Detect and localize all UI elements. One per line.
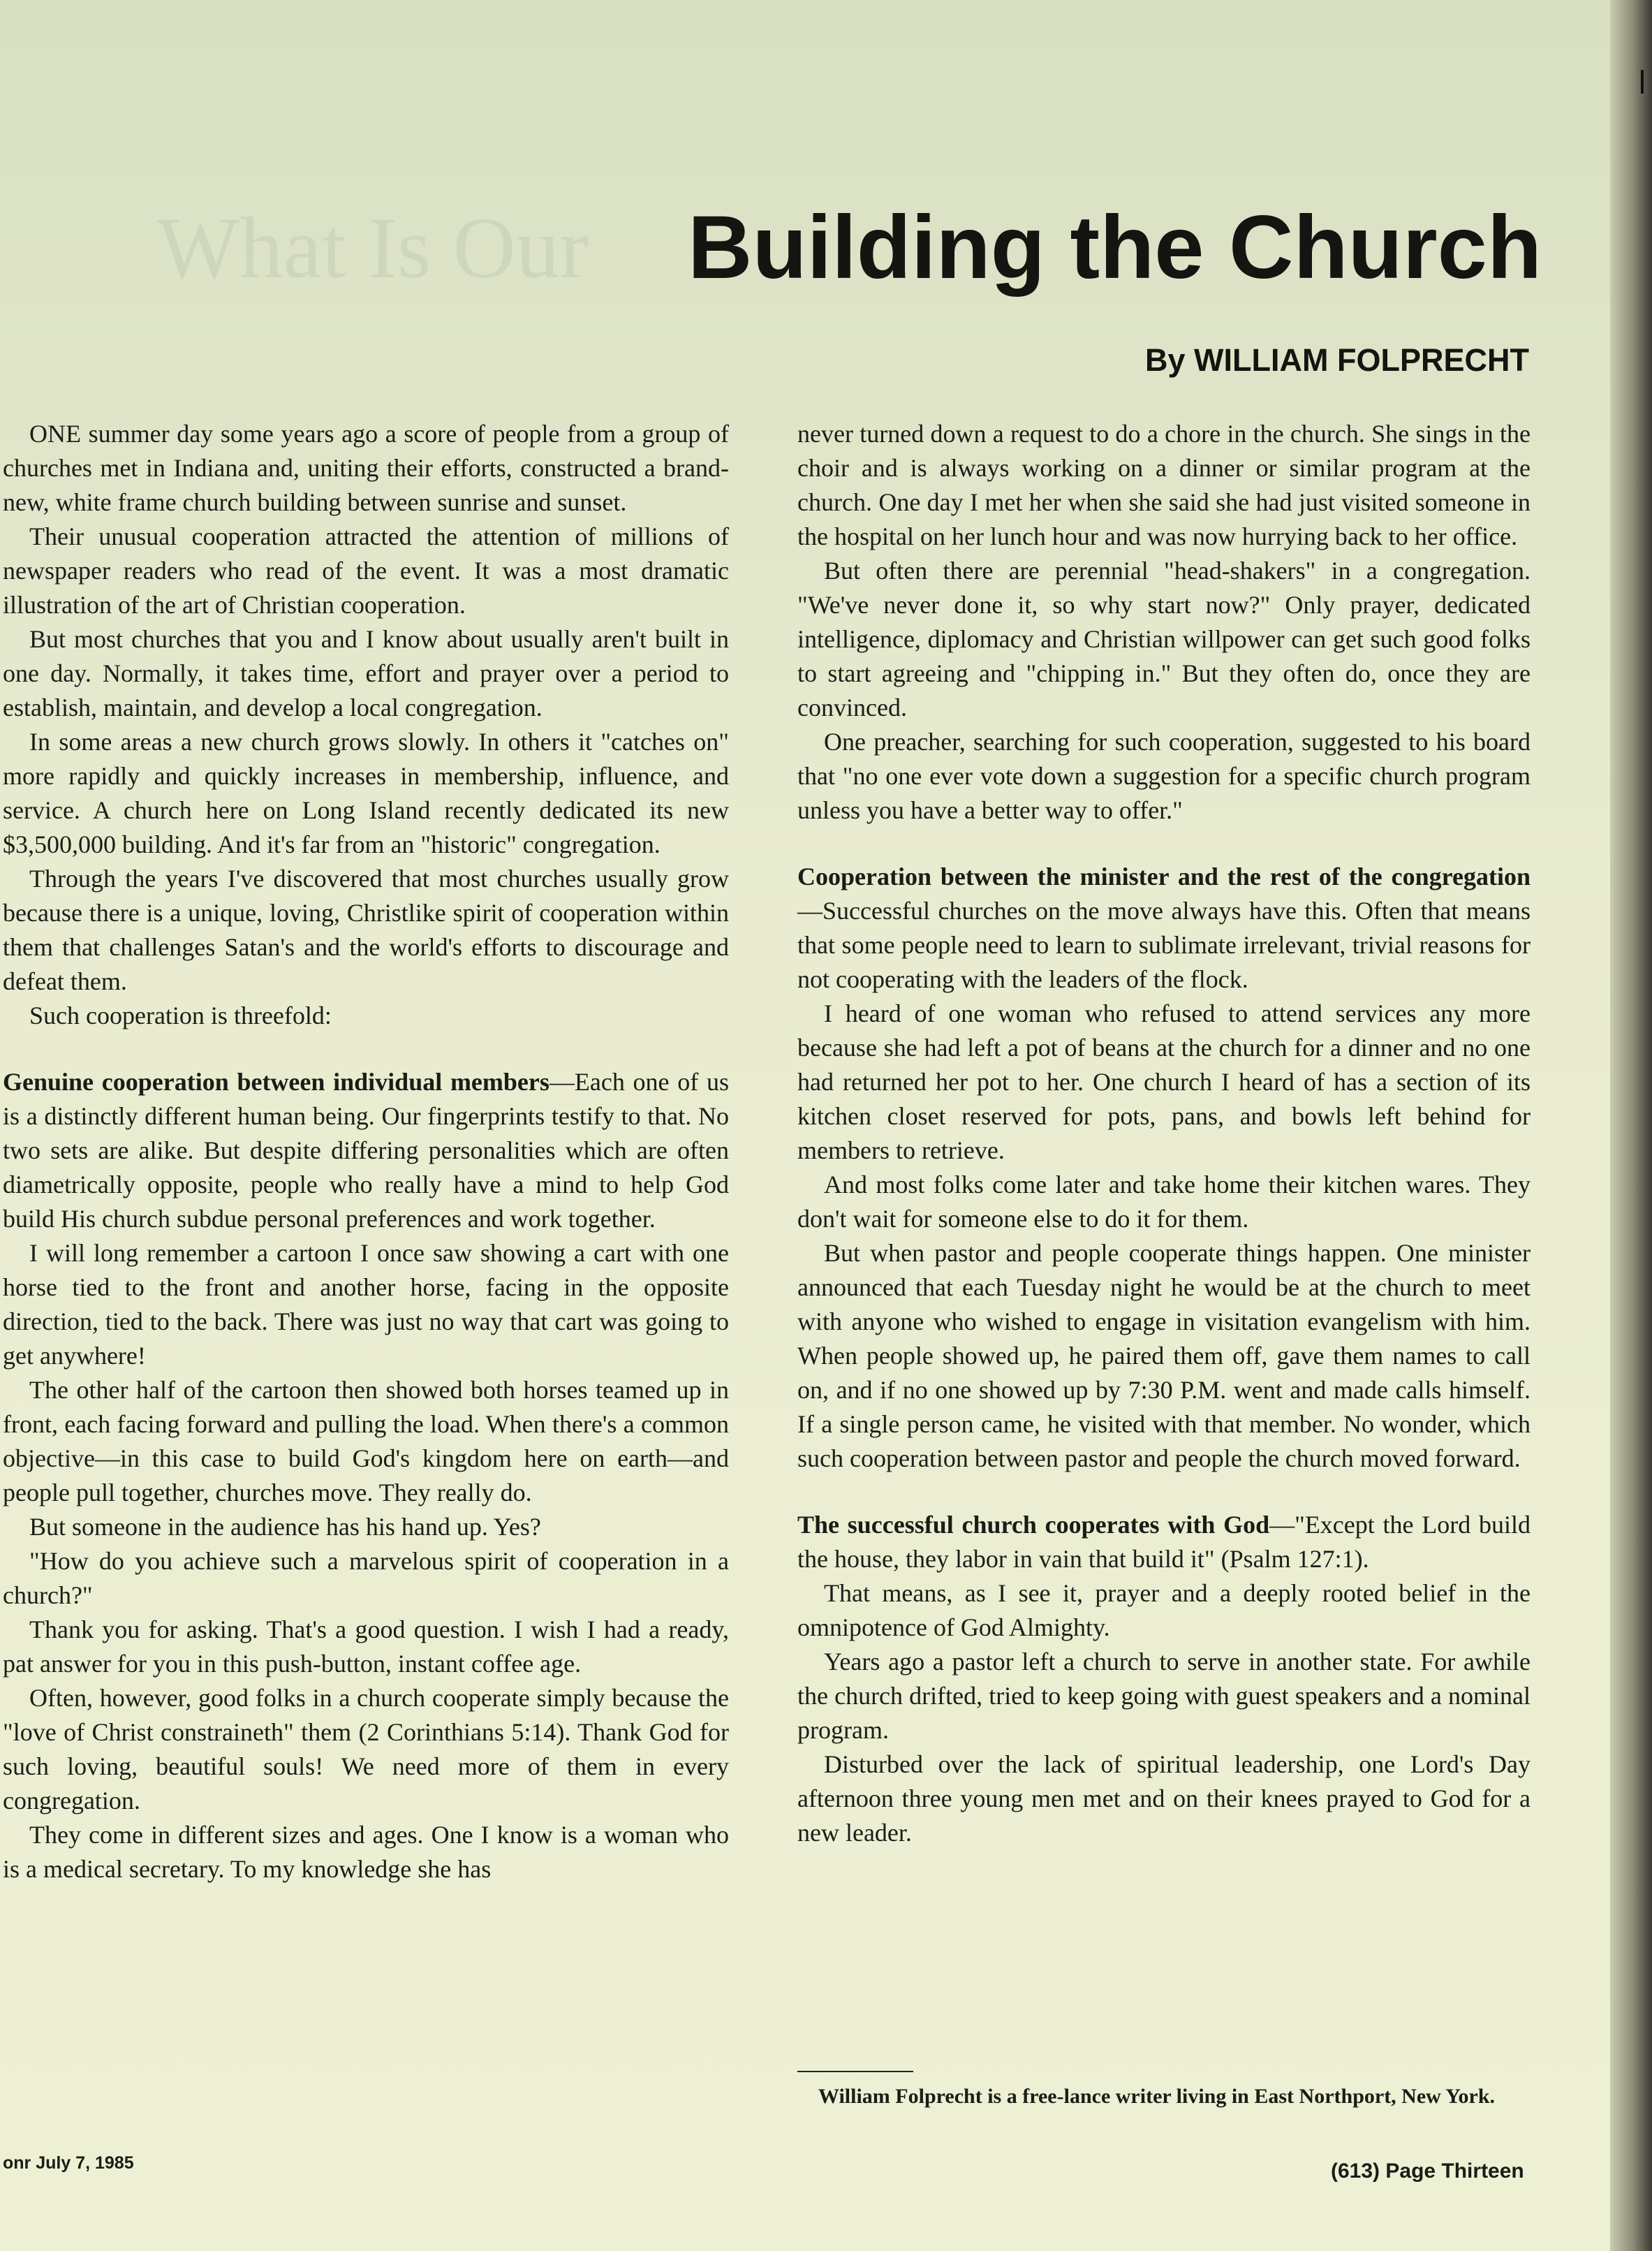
edge-mark [1641,70,1644,94]
paragraph-continued: never turned down a request to do a chore in the church. She sings in the choir and is always working on a dinner or similar program at the church. One day I met her when she said she had just visited someone in the hospital on her lunch hour and was now hurrying back to her office. [797,420,1531,550]
section-text: —Each one of us is a distinctly different human being. Our fingerprints testify to that. No two sets are alike. But despite differing personalities which are often diametrically opposite, people who really have a mind to help God build His church subdue personal preferences and work together. [3,1068,729,1233]
paragraph: Disturbed over the lack of spiritual leadership, one Lord's Day afternoon three young men met and on their knees prayed to God for a new leader. [797,1750,1531,1847]
footnote-divider [797,2071,913,2072]
paragraph: Such cooperation is threefold: [29,1002,332,1029]
paragraph: Their unusual cooperation attracted the attention of millions of newspaper readers who read of the event. It was a most dramatic illustration of the art of Christian cooperation. [3,522,729,619]
ghost-title-bleedthrough: What Is Our [157,200,589,297]
paragraph: I heard of one woman who refused to attend services any more because she had left a pot of beans at the church for a dinner and no one had returned her pot to her. One church I heard of has a section of its kitchen closet reserved for pots, pans, and bowls left behind for members to retrieve. [797,999,1531,1164]
paragraph: They come in different sizes and ages. One I know is a woman who is a medical secretary. To my knowledge she has [3,1821,729,1883]
page-binding-edge [1610,0,1652,2251]
section-paragraph [797,860,1531,997]
paragraph: Often, however, good folks in a church cooperate simply because the "love of Christ constraineth" them (2 Corinthians 5:14). Thank God for such loving, beautiful souls! We need more of them in every congregation. [3,1684,729,1814]
section-text: —"Except the Lord build the house, they labor in vain that build it" (Psalm 127:1). [797,1511,1531,1573]
section-heading: Genuine cooperation between individual members [3,1068,550,1096]
paragraph: ONE summer day some years ago a score of people from a group of churches met in Indiana and, uniting their efforts, constructed a brand-new, white frame church building between sunrise and sunset. [3,420,729,516]
paragraph: But someone in the audience has his hand up. Yes? [29,1513,541,1541]
paragraph: But when pastor and people cooperate things happen. One minister announced that each Tuesday night he would be at the church to meet with anyone who wished to engage in visitation evangelism with him. When people showed up, he paired them off, gave them names to call on, and if no one showed up by 7:30 P.M. went and made calls himself. If a single person came, he visited with that member. No wonder, which such cooperation between pastor and people the church moved forward. [797,1239,1531,1472]
article-title: Building the Church [688,198,1542,298]
paragraph: Years ago a pastor left a church to serve in another state. For awhile the church drifted, tried to keep going with guest speakers and a nominal program. [797,1648,1531,1744]
section-heading: Cooperation between the minister and the rest of the congregation [797,863,1531,890]
paragraph: "How do you achieve such a marvelous spirit of cooperation in a church?" [3,1547,729,1609]
article-byline: By WILLIAM FOLPRECHT [1145,342,1529,378]
author-footnote: William Folprecht is a free-lance writer living in East Northport, New York. [818,2085,1496,2108]
section-text: —Successful churches on the move always have this. Often that means that some people need to learn to sublimate irrelevant, trivial reasons for not cooperating with the leaders of the flock. [797,897,1531,993]
paragraph: But most churches that you and I know about usually aren't built in one day. Normally, it takes time, effort and prayer over a period to establish, maintain, and develop a local congregation. [3,625,729,721]
paragraph: That means, as I see it, prayer and a deeply rooted belief in the omnipotence of God Almighty. [797,1579,1531,1641]
right-column [797,417,1531,1850]
paragraph: In some areas a new church grows slowly. In others it "catches on" more rapidly and quickly increases in membership, influence, and service. A church here on Long Island recently dedicated its new $3,500,000 building. And it's far from an "historic" congregation. [3,728,729,858]
section-paragraph [797,1508,1531,1576]
paragraph: One preacher, searching for such cooperation, suggested to his board that "no one ever vote down a suggestion for a specific church program unless you have a better way to offer." [797,728,1531,824]
section-heading: The successful church cooperates with God [797,1511,1270,1539]
footer-page-number: (613) Page Thirteen [1331,2160,1524,2183]
footer-date: onr July 7, 1985 [3,2153,134,2173]
paragraph: Thank you for asking. That's a good question. I wish I had a ready, pat answer for you in this push-button, instant coffee age. [3,1615,729,1678]
paragraph: I will long remember a cartoon I once saw showing a cart with one horse tied to the front and another horse, facing in the opposite direction, tied to the back. There was just no way that cart was going to get anywhere! [3,1239,729,1370]
paragraph: But often there are perennial "head-shakers" in a congregation. "We've never done it, so why start now?" Only prayer, dedicated intelligence, diplomacy and Christian willpower can get such good folks to start agreeing and "chipping in." But they often do, once they are convinced. [797,557,1531,721]
section-paragraph [3,1065,729,1236]
paragraph: Through the years I've discovered that most churches usually grow because there is a unique, loving, Christlike spirit of cooperation within them that challenges Satan's and the world's efforts to discourage and defeat them. [3,865,729,995]
paragraph: And most folks come later and take home their kitchen wares. They don't wait for someone else to do it for them. [797,1171,1531,1233]
paragraph: The other half of the cartoon then showed both horses teamed up in front, each facing forward and pulling the load. When there's a common objective—in this case to build God's kingdom here on earth—and people pull together, churches move. They really do. [3,1376,729,1506]
left-column [3,417,729,1886]
